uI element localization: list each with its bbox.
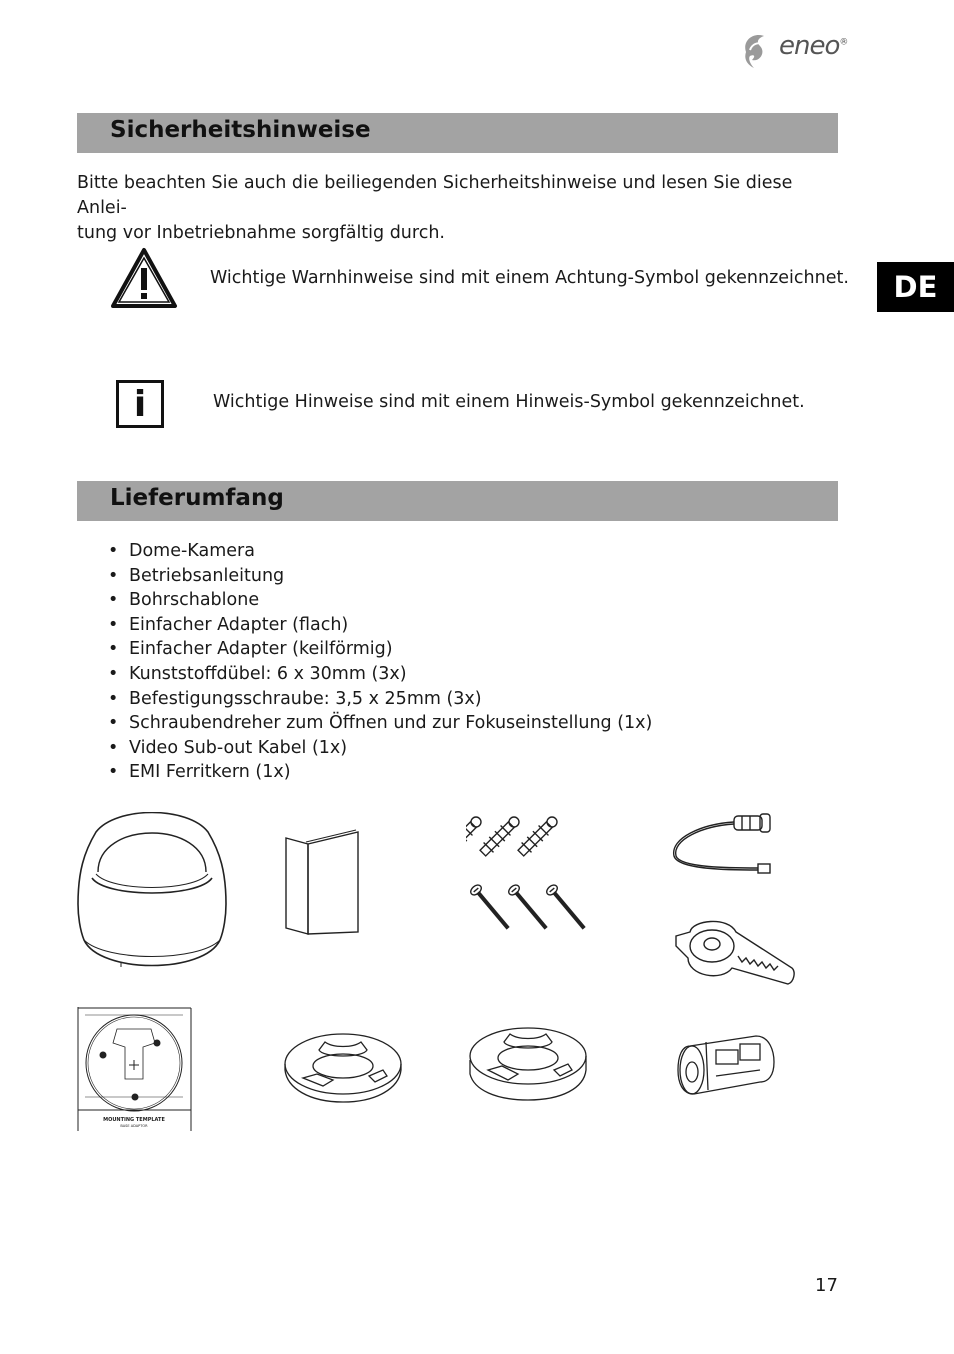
contents-section-header: [77, 481, 838, 521]
contents-list: [108, 539, 652, 785]
brand-name: eneo®: [779, 31, 848, 61]
dowels-and-screws-illustration: [466, 812, 590, 936]
warning-description: Wichtige Warnhinweise sind mit einem Achtung-Symbol gekennzeichnet.: [210, 268, 849, 288]
safety-section-header: [77, 113, 838, 153]
dome-camera-illustration: [76, 812, 228, 974]
info-description: Wichtige Hinweise sind mit einem Hinweis-Symbol gekennzeichnet.: [213, 392, 805, 412]
wedge-adapter-illustration: [466, 1024, 590, 1104]
safety-section-title: Sicherheitshinweise: [110, 117, 371, 143]
safety-intro: Bitte beachten Sie auch die beiliegenden Sicherheitshinweise und lesen Sie diese Anlei- tung vor Inbetriebnahme sorgfältig durch.: [77, 173, 793, 243]
video-cable-illustration: [672, 810, 776, 876]
template-sublabel: BASE ADAPTOR: [120, 1124, 148, 1128]
page-number: 17: [815, 1275, 838, 1296]
drilling-template-illustration: [77, 1007, 193, 1131]
screwdriver-tool-illustration: [672, 902, 798, 990]
list-item: • Befestigungsschraube: 3,5 x 25mm (3x): [108, 687, 652, 712]
list-item: • Schraubendreher zum Öffnen und zur Fokuseinstellung (1x): [108, 711, 652, 736]
info-icon: i: [116, 380, 164, 428]
list-item: • Betriebsanleitung: [108, 564, 652, 589]
list-item: • EMI Ferritkern (1x): [108, 760, 652, 785]
flat-adapter-illustration: [283, 1030, 403, 1106]
manual-illustration: [284, 828, 362, 938]
list-item: • Kunststoffdübel: 6 x 30mm (3x): [108, 662, 652, 687]
template-label: MOUNTING TEMPLATE: [103, 1117, 165, 1123]
list-item: • Einfacher Adapter (keilförmig): [108, 637, 652, 662]
warning-triangle-icon: [110, 247, 178, 309]
list-item: • Dome-Kamera: [108, 539, 652, 564]
contents-section-title: Lieferumfang: [110, 485, 284, 511]
list-item: • Bohrschablone: [108, 588, 652, 613]
list-item: • Video Sub-out Kabel (1x): [108, 736, 652, 761]
language-tab: DE: [877, 262, 954, 312]
list-item: • Einfacher Adapter (flach): [108, 613, 652, 638]
emi-ferrite-core-illustration: [676, 1032, 776, 1098]
